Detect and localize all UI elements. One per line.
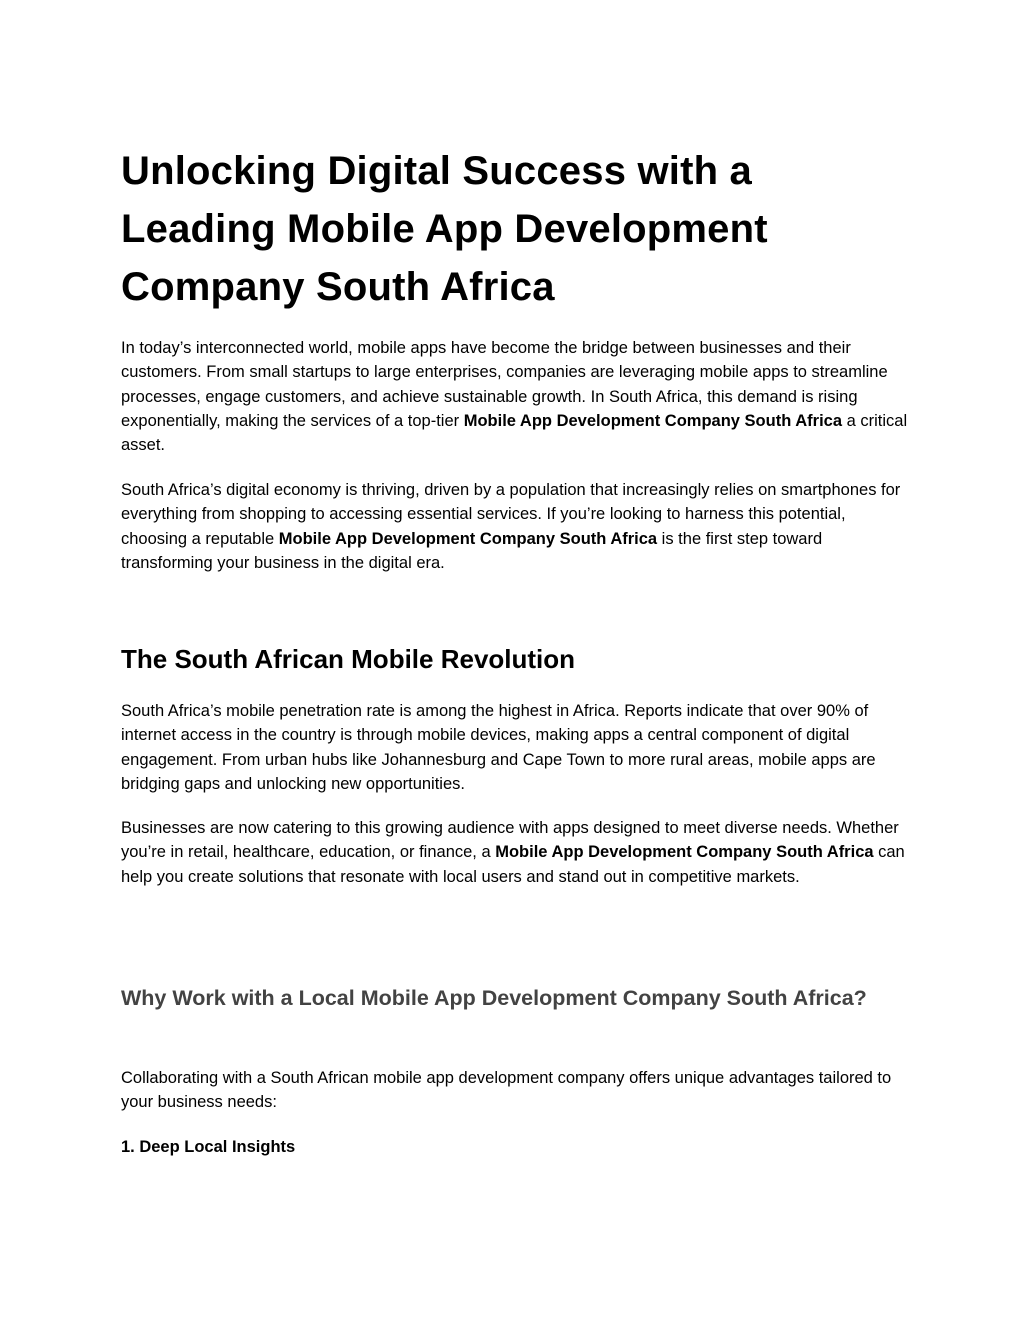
intro-paragraph-2 [121,478,911,575]
section1-p2-text: Businesses are now catering to this growing audience with apps designed to meet diverse needs. Whether you’re in retail, healthcare, education, or finance, a [121,819,899,862]
intro-paragraph-1 [121,336,911,457]
section1-paragraph-1: South Africa’s mobile penetration rate is among the highest in Africa. Reports indicate that over 90% of internet access in the country is through mobile devices, making apps a central component of digital engagement. From urban hubs like Johannesburg and Cape Town to more rural areas, mobile apps are bridging gaps and unlocking new opportunities. [121,702,876,793]
section-heading-why-local: Why Work with a Local Mobile App Development Company South Africa? [121,986,867,1010]
section1-paragraph-2 [121,816,911,889]
section1-p2-bold-keyword: Mobile App Development Company South Africa [495,843,874,862]
page-title: Unlocking Digital Success with a Leading Mobile App Development Company South Africa [121,149,768,309]
intro-p2-text-end: is the first step toward transforming your business in the digital era. [121,529,823,572]
intro-p1-text-end: a critical asset. [121,411,908,455]
section2-paragraph-1: Collaborating with a South African mobile app development company offers unique advantages tailored to your business needs: [121,1069,892,1112]
intro-p1-text: In today’s interconnected world, mobile apps have become the bridge between businesses and their customers. From small startups to large enterprises, companies are leveraging mobile apps to streamline processes, engage customers, and achieve sustainable growth. In South Africa, this demand is rising exponentially, making the services of a top-tier [121,339,888,430]
intro-p2-bold-keyword: Mobile App Development Company South Africa [278,529,658,548]
section-heading-mobile-revolution: The South African Mobile Revolution [121,644,576,674]
intro-p1-bold-keyword: Mobile App Development Company South Africa [463,411,843,430]
intro-p2-text: South Africa’s digital economy is thriving, driven by a population that increasingly relies on smartphones for everything from shopping to accessing essential services. If you’re looking to harness this potential, choosing a reputable [121,481,901,548]
section1-p2-text-end: can help you create solutions that resonate with local users and stand out in competitive markets. [121,843,905,886]
subheading-deep-local-insights: 1. Deep Local Insights [121,1138,296,1156]
